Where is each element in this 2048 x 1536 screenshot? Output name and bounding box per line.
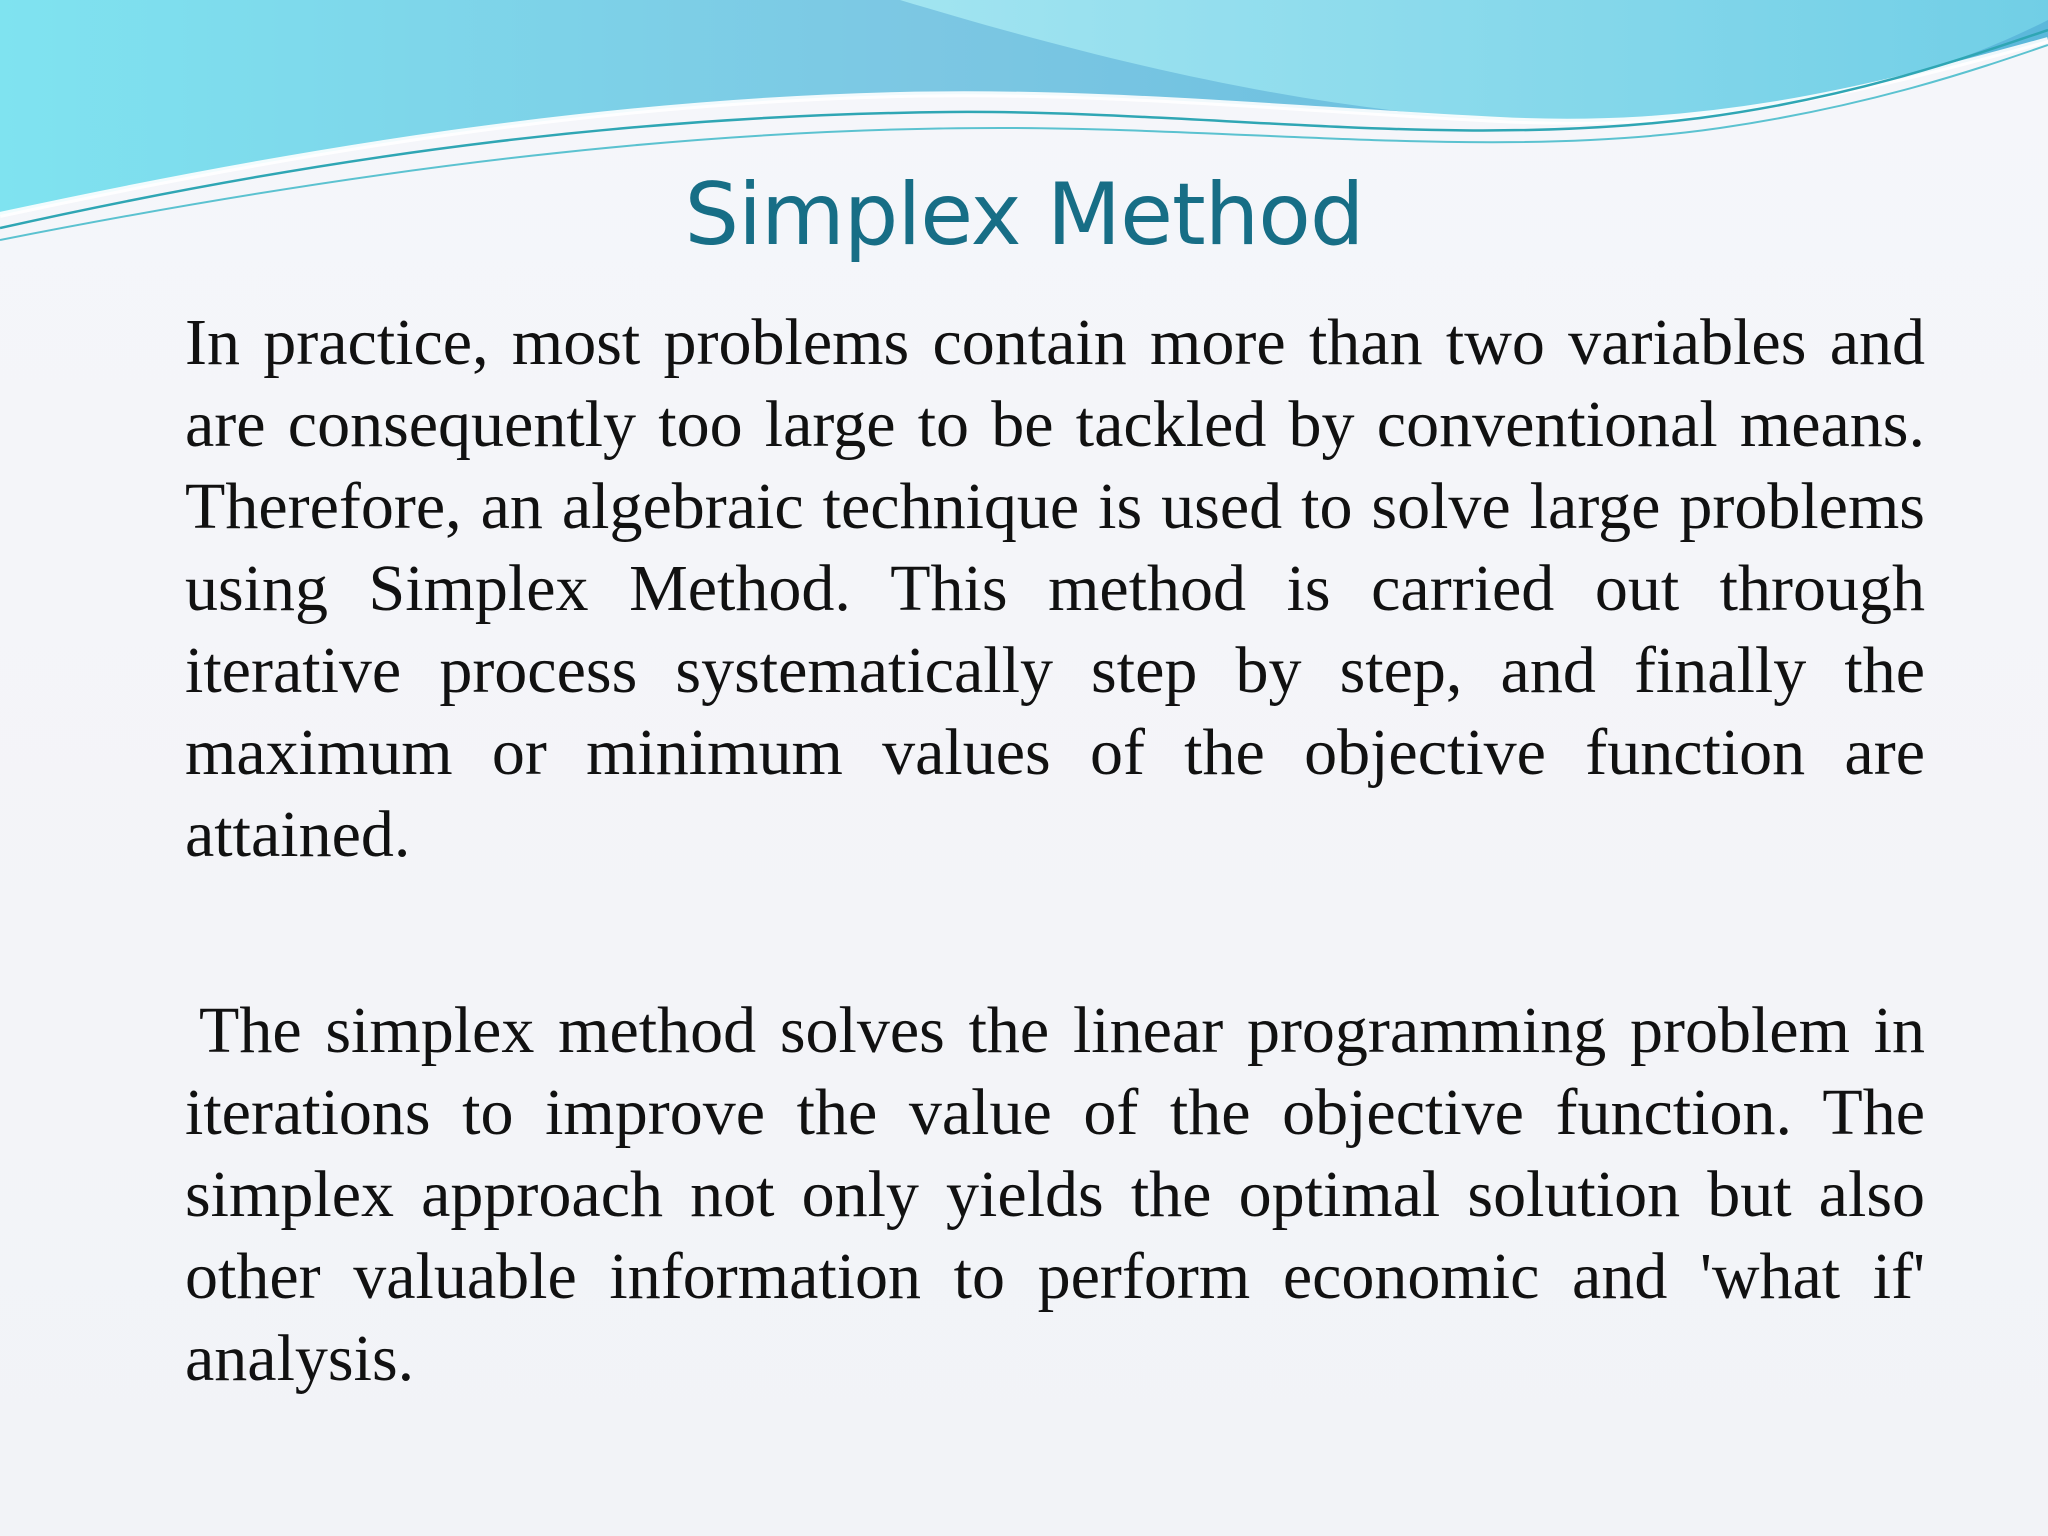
slide-title: Simplex Method xyxy=(684,165,1364,265)
body-paragraph-2: The simplex method solves the linear programming problem in iterations to improve the value of the objective function. The simplex approach not only yields the optimal solution but also other valuable information to perform economic and 'what if' analysis. xyxy=(185,994,1925,1395)
body-paragraph-1: In practice, most problems contain more than two variables and are consequently too large to be tackled by conventional means. Therefore, an algebraic technique is used to solve large problems using Simplex Method. This method is carried out through iterative process systematically step by step, and finally the maximum or minimum values of the objective function are attained. xyxy=(185,306,1925,871)
